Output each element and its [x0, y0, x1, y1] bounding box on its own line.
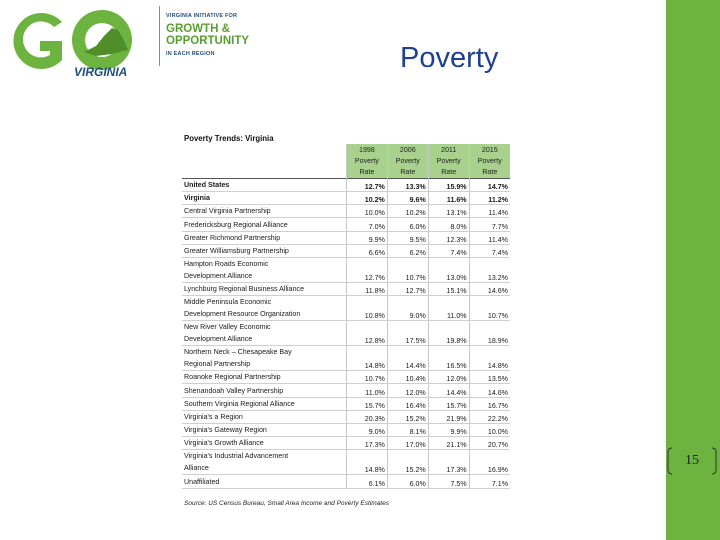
poverty-rate-cell: 14.6% — [469, 384, 510, 397]
poverty-rate-cell: 11.4% — [469, 231, 510, 244]
poverty-rate-cell: 7.7% — [469, 218, 510, 231]
poverty-rate-cell: 11.0% — [347, 384, 388, 397]
poverty-rate-cell: 10.7% — [347, 371, 388, 384]
table-row — [182, 258, 510, 283]
poverty-rate-cell: 9.9% — [428, 423, 469, 436]
poverty-rate-cell: 19.8% — [428, 321, 469, 346]
poverty-rate-cell: 11.6% — [428, 192, 469, 205]
poverty-rate-cell: 10.2% — [387, 205, 428, 218]
region-name-cell — [182, 371, 347, 384]
poverty-rate-cell: 16.9% — [469, 450, 510, 475]
poverty-rate-cell: 7.4% — [469, 244, 510, 257]
poverty-rate-cell: 6.0% — [387, 218, 428, 231]
region-name-cell — [182, 321, 347, 346]
region-name-cell — [182, 205, 347, 218]
poverty-rate-cell: 14.7% — [469, 178, 510, 191]
poverty-rate-cell: 6.1% — [347, 475, 388, 488]
table-row — [182, 192, 510, 205]
region-name: Regional Partnership — [184, 360, 251, 369]
poverty-rate-cell: 17.0% — [387, 437, 428, 450]
poverty-rate-cell: 9.5% — [387, 231, 428, 244]
table-row — [182, 231, 510, 244]
poverty-rate-cell: 7.1% — [469, 475, 510, 488]
region-name: Roanoke Regional Partnership — [184, 373, 281, 382]
region-name-cell — [182, 192, 347, 205]
poverty-rate-cell: 8.1% — [387, 423, 428, 436]
poverty-rate-cell: 16.7% — [469, 397, 510, 410]
column-header: Poverty — [347, 155, 388, 166]
table-row — [182, 218, 510, 231]
poverty-rate-cell: 13.3% — [387, 178, 428, 191]
poverty-rate-cell: 6.2% — [387, 244, 428, 257]
poverty-rate-cell: 14.8% — [469, 346, 510, 371]
poverty-rate-cell: 10.0% — [347, 205, 388, 218]
header-blank-cell — [182, 167, 347, 179]
poverty-rate-cell: 10.8% — [347, 296, 388, 321]
region-name-cell — [182, 218, 347, 231]
poverty-rate-cell: 13.2% — [469, 258, 510, 283]
poverty-rate-cell: 9.0% — [387, 296, 428, 321]
table-row — [182, 384, 510, 397]
region-name-cell — [182, 283, 347, 296]
table-row — [182, 423, 510, 436]
region-name: Development Alliance — [184, 335, 253, 344]
table-row — [182, 410, 510, 423]
region-name: Unaffiliated — [184, 477, 220, 486]
poverty-rate-cell: 10.7% — [469, 296, 510, 321]
tagline-line-3: OPPORTUNITY — [166, 35, 250, 47]
column-header: Poverty — [428, 155, 469, 166]
poverty-rate-cell: 13.1% — [428, 205, 469, 218]
table-row — [182, 321, 510, 346]
column-header: Poverty — [469, 155, 510, 166]
table-source: Source: US Census Bureau, Small Area Income and Poverty Estimates — [184, 500, 389, 507]
column-header: Rate — [469, 167, 510, 179]
region-name-cell — [182, 397, 347, 410]
poverty-rate-cell: 11.2% — [469, 192, 510, 205]
poverty-table — [182, 144, 510, 489]
header-row — [182, 144, 510, 155]
poverty-rate-cell: 22.2% — [469, 410, 510, 423]
header-row — [182, 155, 510, 166]
poverty-rate-cell: 6.6% — [347, 244, 388, 257]
column-header: Poverty — [387, 155, 428, 166]
table-title: Poverty Trends: Virginia — [184, 134, 274, 143]
poverty-rate-cell: 13.0% — [428, 258, 469, 283]
table-row — [182, 450, 510, 475]
table-row — [182, 346, 510, 371]
poverty-rate-cell: 12.0% — [428, 371, 469, 384]
region-name-cell — [182, 346, 347, 371]
poverty-table-image — [182, 133, 510, 510]
column-header: 2015 — [469, 144, 510, 155]
region-name-cell — [182, 450, 347, 475]
poverty-rate-cell: 17.3% — [428, 450, 469, 475]
poverty-rate-cell: 17.3% — [347, 437, 388, 450]
poverty-rate-cell: 12.7% — [347, 258, 388, 283]
logo-divider — [159, 6, 160, 66]
region-name: Greater Williamsburg Partnership — [184, 247, 289, 256]
poverty-rate-cell: 9.6% — [387, 192, 428, 205]
poverty-rate-cell: 10.0% — [469, 423, 510, 436]
poverty-rate-cell: 14.4% — [387, 346, 428, 371]
region-name-cell — [182, 178, 347, 191]
tagline-line-2: GROWTH & — [166, 22, 230, 35]
poverty-rate-cell: 14.8% — [347, 450, 388, 475]
region-name: Virginia — [184, 194, 210, 203]
poverty-rate-cell: 11.8% — [347, 283, 388, 296]
region-name: Shenandoah Valley Partnership — [184, 386, 284, 395]
region-name: Virginia's Gateway Region — [184, 426, 267, 435]
table-row — [182, 371, 510, 384]
region-name-cell — [182, 244, 347, 257]
poverty-rate-cell: 10.2% — [347, 192, 388, 205]
poverty-rate-cell: 7.4% — [428, 244, 469, 257]
poverty-rate-cell: 10.4% — [387, 371, 428, 384]
poverty-rate-cell: 15.9% — [428, 178, 469, 191]
table-row — [182, 178, 510, 191]
poverty-rate-cell: 12.7% — [387, 283, 428, 296]
poverty-rate-cell: 9.0% — [347, 423, 388, 436]
region-name-cell — [182, 258, 347, 283]
column-header: 2011 — [428, 144, 469, 155]
poverty-rate-cell: 18.9% — [469, 321, 510, 346]
poverty-rate-cell: 15.1% — [428, 283, 469, 296]
region-name: Central Virginia Partnership — [184, 207, 271, 216]
logo-state-text: VIRGINIA — [74, 65, 128, 79]
table-row — [182, 437, 510, 450]
poverty-rate-cell: 11.0% — [428, 296, 469, 321]
poverty-rate-cell: 7.5% — [428, 475, 469, 488]
poverty-rate-cell: 7.0% — [347, 218, 388, 231]
tagline-line-4: IN EACH REGION — [166, 50, 215, 57]
poverty-rate-cell: 15.7% — [347, 397, 388, 410]
page-number-badge — [664, 446, 720, 476]
poverty-rate-cell: 16.5% — [428, 346, 469, 371]
region-name: Southern Virginia Regional Alliance — [184, 399, 295, 408]
poverty-rate-cell: 15.7% — [428, 397, 469, 410]
region-name: Development Resource Organization — [184, 310, 301, 319]
page-number: 15 — [685, 453, 699, 468]
column-header: 1998 — [347, 144, 388, 155]
header-blank-cell — [182, 144, 347, 155]
table-row — [182, 475, 510, 488]
column-header: Rate — [347, 167, 388, 179]
poverty-rate-cell: 21.1% — [428, 437, 469, 450]
table-row — [182, 205, 510, 218]
poverty-rate-cell: 16.4% — [387, 397, 428, 410]
region-name: Virginia's Growth Alliance — [184, 439, 264, 448]
region-name: Fredericksburg Regional Alliance — [184, 220, 288, 229]
poverty-rate-cell: 20.3% — [347, 410, 388, 423]
tagline-line-1: VIRGINIA INITIATIVE FOR — [166, 13, 238, 19]
region-name-cell — [182, 231, 347, 244]
poverty-rate-cell: 9.9% — [347, 231, 388, 244]
region-name: Lynchburg Regional Business Alliance — [184, 285, 305, 294]
poverty-rate-cell: 20.7% — [469, 437, 510, 450]
region-name-cell — [182, 296, 347, 321]
poverty-rate-cell: 12.0% — [387, 384, 428, 397]
table-row — [182, 283, 510, 296]
slide-title: Poverty — [400, 42, 499, 74]
poverty-rate-cell: 6.0% — [387, 475, 428, 488]
region-name: Alliance — [184, 464, 209, 473]
region-name: New River Valley Economic — [184, 323, 271, 332]
column-header: 2006 — [387, 144, 428, 155]
region-name-cell — [182, 423, 347, 436]
region-name: Virginia's Industrial Advancement — [184, 452, 289, 461]
poverty-rate-cell: 14.8% — [347, 346, 388, 371]
table-row — [182, 244, 510, 257]
region-name-cell — [182, 437, 347, 450]
region-name: Greater Richmond Partnership — [184, 233, 281, 242]
header-blank-cell — [182, 155, 347, 166]
table-row — [182, 296, 510, 321]
column-header: Rate — [387, 167, 428, 179]
poverty-rate-cell: 14.6% — [469, 283, 510, 296]
poverty-rate-cell: 10.7% — [387, 258, 428, 283]
poverty-rate-cell: 17.5% — [387, 321, 428, 346]
column-header: Rate — [428, 167, 469, 179]
region-name: United States — [184, 181, 230, 190]
header-row — [182, 167, 510, 179]
region-name: Development Alliance — [184, 272, 253, 281]
region-name-cell — [182, 475, 347, 488]
go-virginia-logo — [0, 0, 160, 82]
poverty-rate-cell: 21.9% — [428, 410, 469, 423]
region-name: Hampton Roads Economic — [184, 260, 269, 269]
poverty-rate-cell: 12.7% — [347, 178, 388, 191]
region-name: Northern Neck – Chesapeake Bay — [184, 348, 292, 357]
poverty-rate-cell: 13.5% — [469, 371, 510, 384]
poverty-rate-cell: 12.8% — [347, 321, 388, 346]
region-name: Virginia's a Region — [184, 412, 243, 421]
poverty-rate-cell: 8.0% — [428, 218, 469, 231]
region-name-cell — [182, 410, 347, 423]
table-row — [182, 397, 510, 410]
poverty-rate-cell: 14.4% — [428, 384, 469, 397]
poverty-rate-cell: 15.2% — [387, 450, 428, 475]
region-name-cell — [182, 384, 347, 397]
logo-tagline — [166, 14, 286, 57]
poverty-rate-cell: 12.3% — [428, 231, 469, 244]
poverty-rate-cell: 15.2% — [387, 410, 428, 423]
poverty-rate-cell: 11.4% — [469, 205, 510, 218]
region-name: Middle Peninsula Economic — [184, 298, 272, 307]
